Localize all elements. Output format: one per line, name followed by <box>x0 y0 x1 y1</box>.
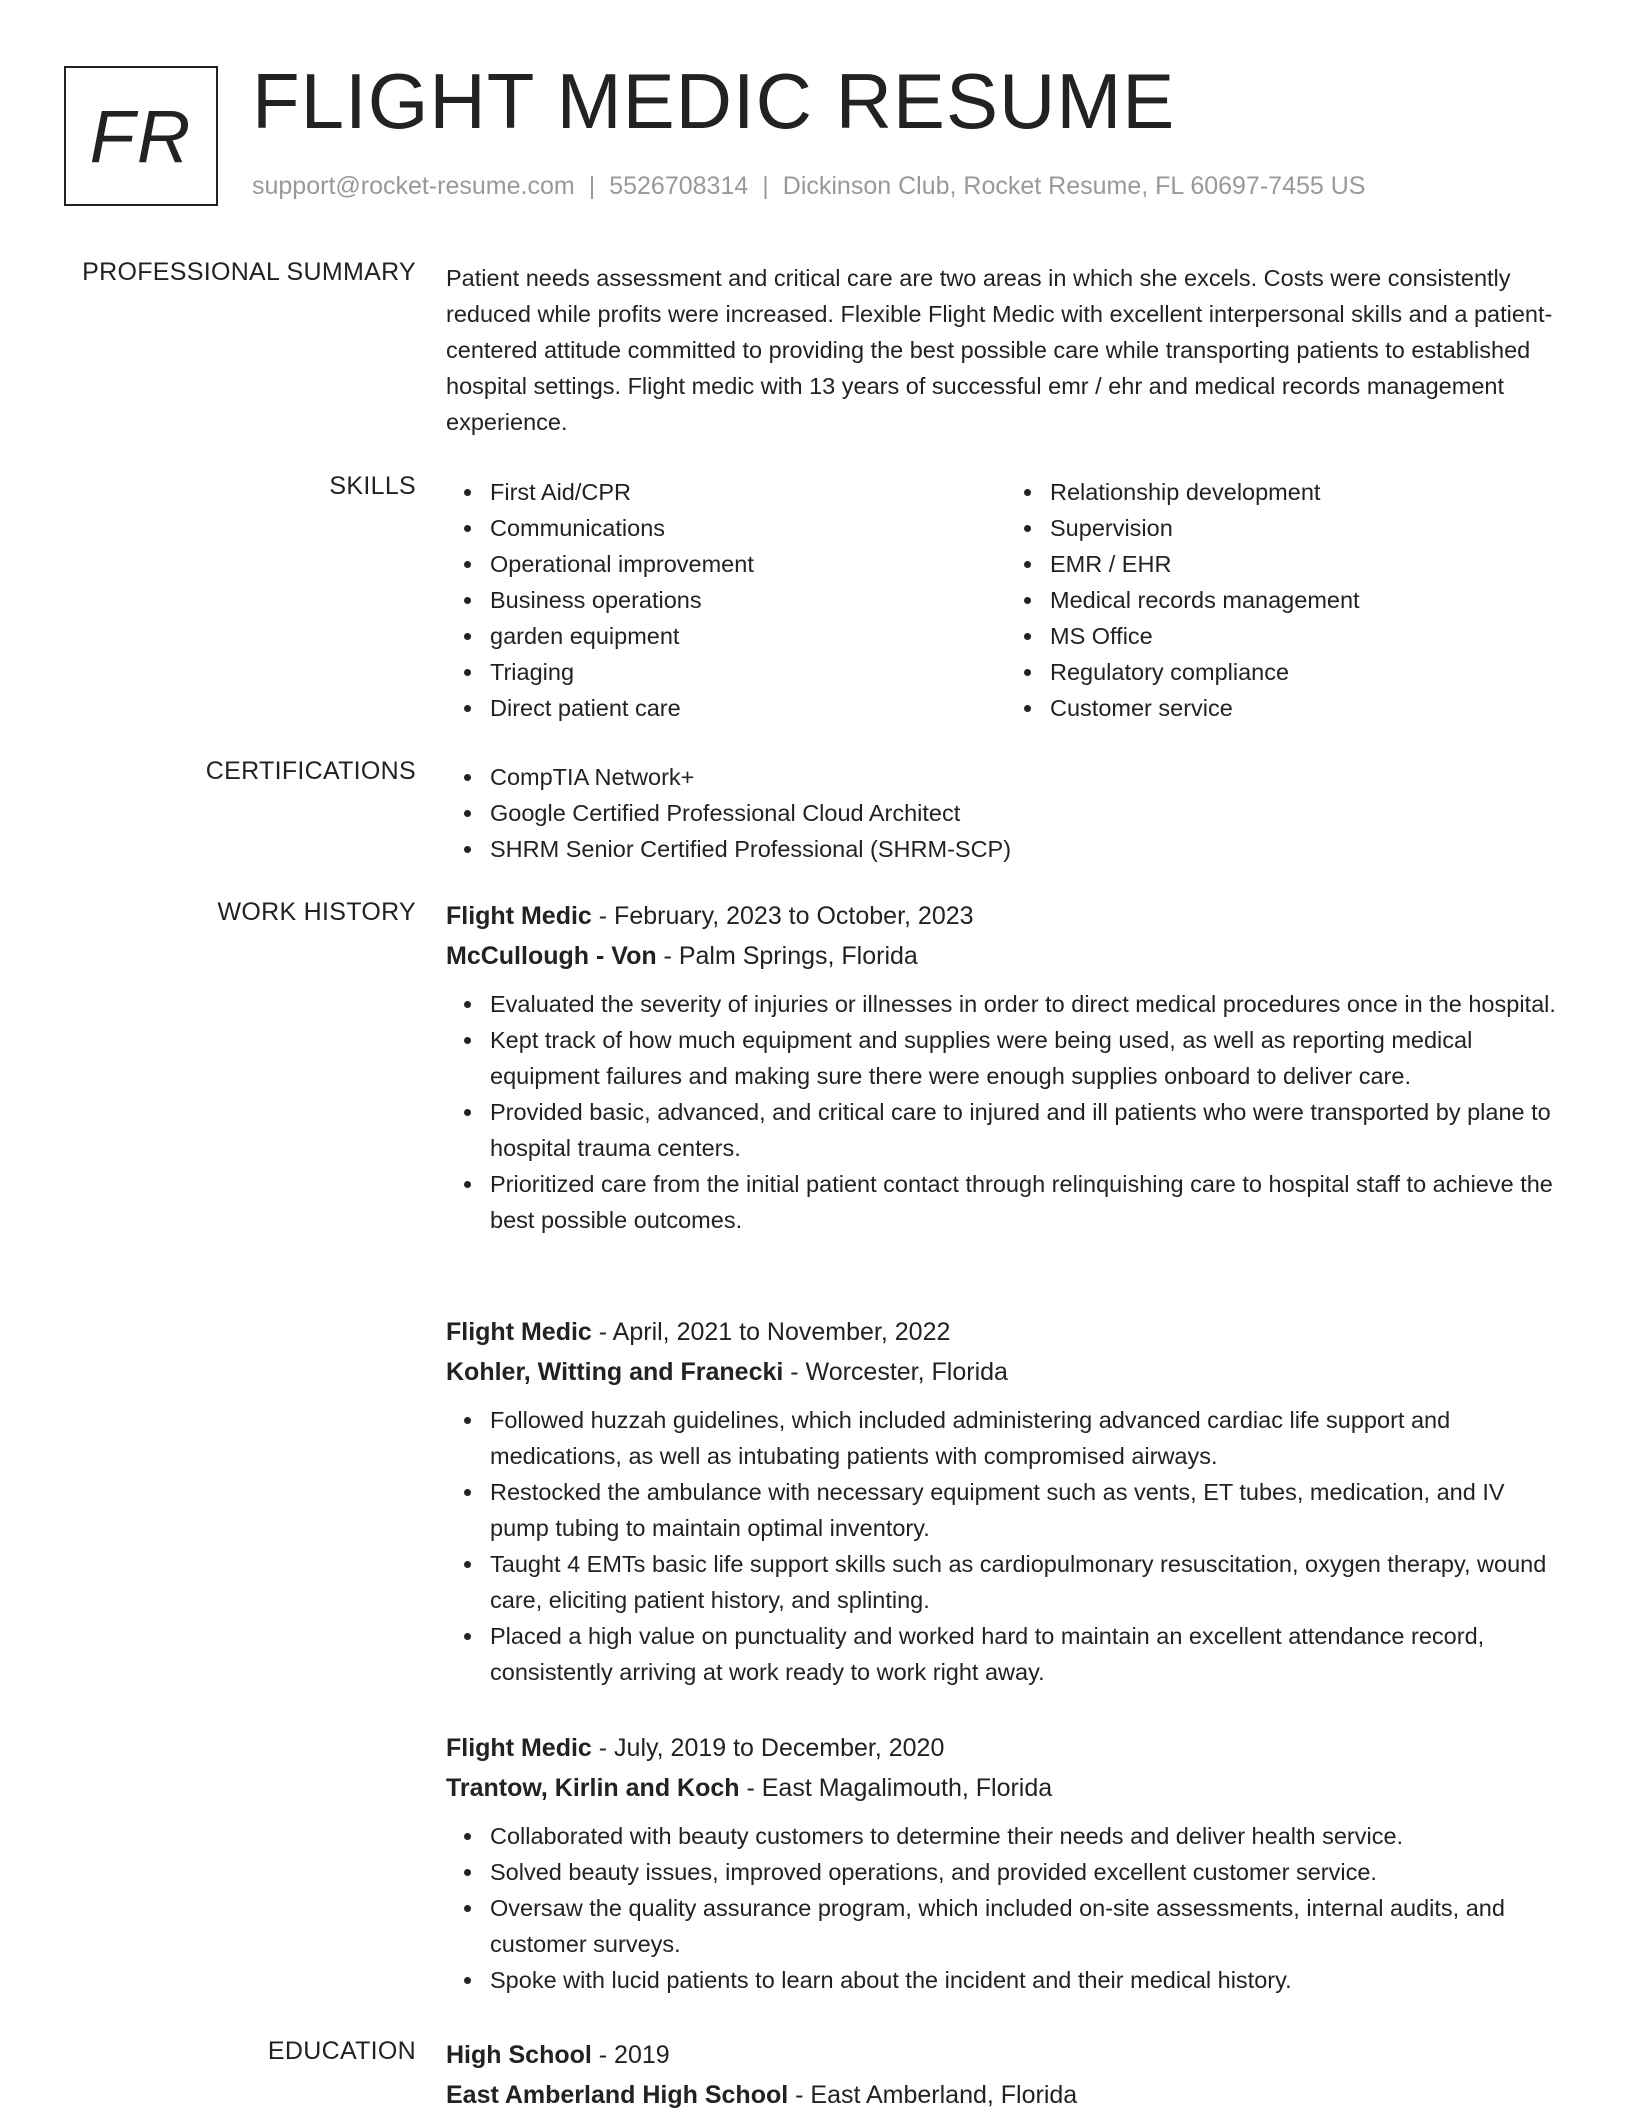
contact-address: Dickinson Club, Rocket Resume, FL 60697-7455 US <box>782 172 1366 200</box>
job-bullet: Collaborated with beauty customers to determine their needs and deliver health service. <box>490 1818 1566 1854</box>
job-bullets <box>446 986 1566 1238</box>
contact-phone: 5526708314 <box>609 172 749 200</box>
job-location: - East Magalimouth, Florida <box>739 1774 1053 1802</box>
job-title: Flight Medic <box>446 1734 592 1762</box>
skills-list-left <box>446 474 1006 726</box>
education-school-line <box>446 2075 1566 2115</box>
certifications-list <box>446 759 1566 867</box>
job-entry <box>446 896 1566 1238</box>
section-label-work-history: WORK HISTORY <box>217 898 416 926</box>
skill-item: Medical records management <box>1050 582 1566 618</box>
contact-separator: | <box>762 172 769 200</box>
certification-item: Google Certified Professional Cloud Architect <box>490 795 1566 831</box>
job-bullet: Followed huzzah guidelines, which included administering advanced cardiac life support and medications, as well as intubating patients with compromised airways. <box>490 1402 1566 1474</box>
skill-item: First Aid/CPR <box>490 474 1006 510</box>
job-company-line <box>446 1352 1566 1392</box>
job-company: Kohler, Witting and Franecki <box>446 1358 784 1386</box>
job-bullet: Evaluated the severity of injuries or illnesses in order to direct medical procedures once in the hospital. <box>490 986 1566 1022</box>
section-label-certifications: CERTIFICATIONS <box>205 757 416 785</box>
job-bullet: Kept track of how much equipment and supplies were being used, as well as reporting medical equipment failures and making sure there were enough supplies onboard to deliver care. <box>490 1022 1566 1094</box>
education-degree-line <box>446 2035 1566 2075</box>
job-bullet: Taught 4 EMTs basic life support skills such as cardiopulmonary resuscitation, oxygen therapy, wound care, eliciting patient history, and splinting. <box>490 1546 1566 1618</box>
job-bullet: Prioritized care from the initial patient contact through relinquishing care to hospital staff to achieve the best possible outcomes. <box>490 1166 1566 1238</box>
skill-item: Triaging <box>490 654 1006 690</box>
skill-item: Regulatory compliance <box>1050 654 1566 690</box>
skills-list-right <box>1006 474 1566 726</box>
job-title-line <box>446 896 1566 936</box>
job-bullets <box>446 1818 1566 1998</box>
job-company: McCullough - Von <box>446 942 657 970</box>
section-label-education: EDUCATION <box>267 2037 416 2065</box>
job-dates: - July, 2019 to December, 2020 <box>591 1734 945 1762</box>
skill-item: Direct patient care <box>490 690 1006 726</box>
job-bullets <box>446 1402 1566 1690</box>
job-bullet: Solved beauty issues, improved operations, and provided excellent customer service. <box>490 1854 1566 1890</box>
job-location: - Worcester, Florida <box>783 1358 1008 1386</box>
section-label-summary: PROFESSIONAL SUMMARY <box>82 258 416 286</box>
job-location: - Palm Springs, Florida <box>656 942 918 970</box>
resume-title: FLIGHT MEDIC RESUME <box>252 57 1176 145</box>
skill-item: Business operations <box>490 582 1006 618</box>
education-year: - 2019 <box>591 2041 670 2069</box>
certification-item: CompTIA Network+ <box>490 759 1566 795</box>
job-company-line <box>446 1768 1566 1808</box>
monogram-initials: FR <box>89 94 193 178</box>
job-dates: - April, 2021 to November, 2022 <box>591 1318 951 1346</box>
education-location: - East Amberland, Florida <box>788 2081 1078 2109</box>
monogram-box <box>64 66 218 206</box>
job-bullet: Oversaw the quality assurance program, which included on-site assessments, internal audits, and customer surveys. <box>490 1890 1566 1962</box>
contact-email: support@rocket-resume.com <box>252 172 575 200</box>
skill-item: Supervision <box>1050 510 1566 546</box>
job-bullet: Provided basic, advanced, and critical care to injured and ill patients who were transported by plane to hospital trauma centers. <box>490 1094 1566 1166</box>
contact-separator: | <box>588 172 596 200</box>
certification-item: SHRM Senior Certified Professional (SHRM-SCP) <box>490 831 1566 867</box>
skill-item: MS Office <box>1050 618 1566 654</box>
skill-item: Customer service <box>1050 690 1566 726</box>
job-bullet: Spoke with lucid patients to learn about the incident and their medical history. <box>490 1962 1566 1998</box>
job-title-line <box>446 1312 1566 1352</box>
job-bullet: Placed a high value on punctuality and worked hard to maintain an excellent attendance record, consistently arriving at work ready to work right away. <box>490 1618 1566 1690</box>
section-label-skills: SKILLS <box>329 472 416 500</box>
skill-item: Relationship development <box>1050 474 1566 510</box>
skill-item: garden equipment <box>490 618 1006 654</box>
skill-item: Operational improvement <box>490 546 1006 582</box>
job-bullet: Restocked the ambulance with necessary equipment such as vents, ET tubes, medication, and IV pump tubing to maintain optimal inventory. <box>490 1474 1566 1546</box>
job-company: Trantow, Kirlin and Koch <box>446 1774 740 1802</box>
job-title: Flight Medic <box>446 902 592 930</box>
job-entry <box>446 1728 1566 1998</box>
job-entry <box>446 1312 1566 1690</box>
job-title-line <box>446 1728 1566 1768</box>
skill-item: EMR / EHR <box>1050 546 1566 582</box>
job-dates: - February, 2023 to October, 2023 <box>591 902 974 930</box>
job-company-line <box>446 936 1566 976</box>
skill-item: Communications <box>490 510 1006 546</box>
education-school: East Amberland High School <box>446 2081 789 2109</box>
summary-text: Patient needs assessment and critical care are two areas in which she excels. Costs were consistently reduced while profits were increased. Flexible Flight Medic with excellent interpersonal skills and a patient-centered attitude committed to providing the best possible care while transporting patients to established hospital settings. Flight medic with 13 years of successful emr / ehr and medical records management experience. <box>446 265 1553 435</box>
job-title: Flight Medic <box>446 1318 592 1346</box>
education-degree: High School <box>446 2041 592 2069</box>
contact-line <box>252 172 1365 201</box>
